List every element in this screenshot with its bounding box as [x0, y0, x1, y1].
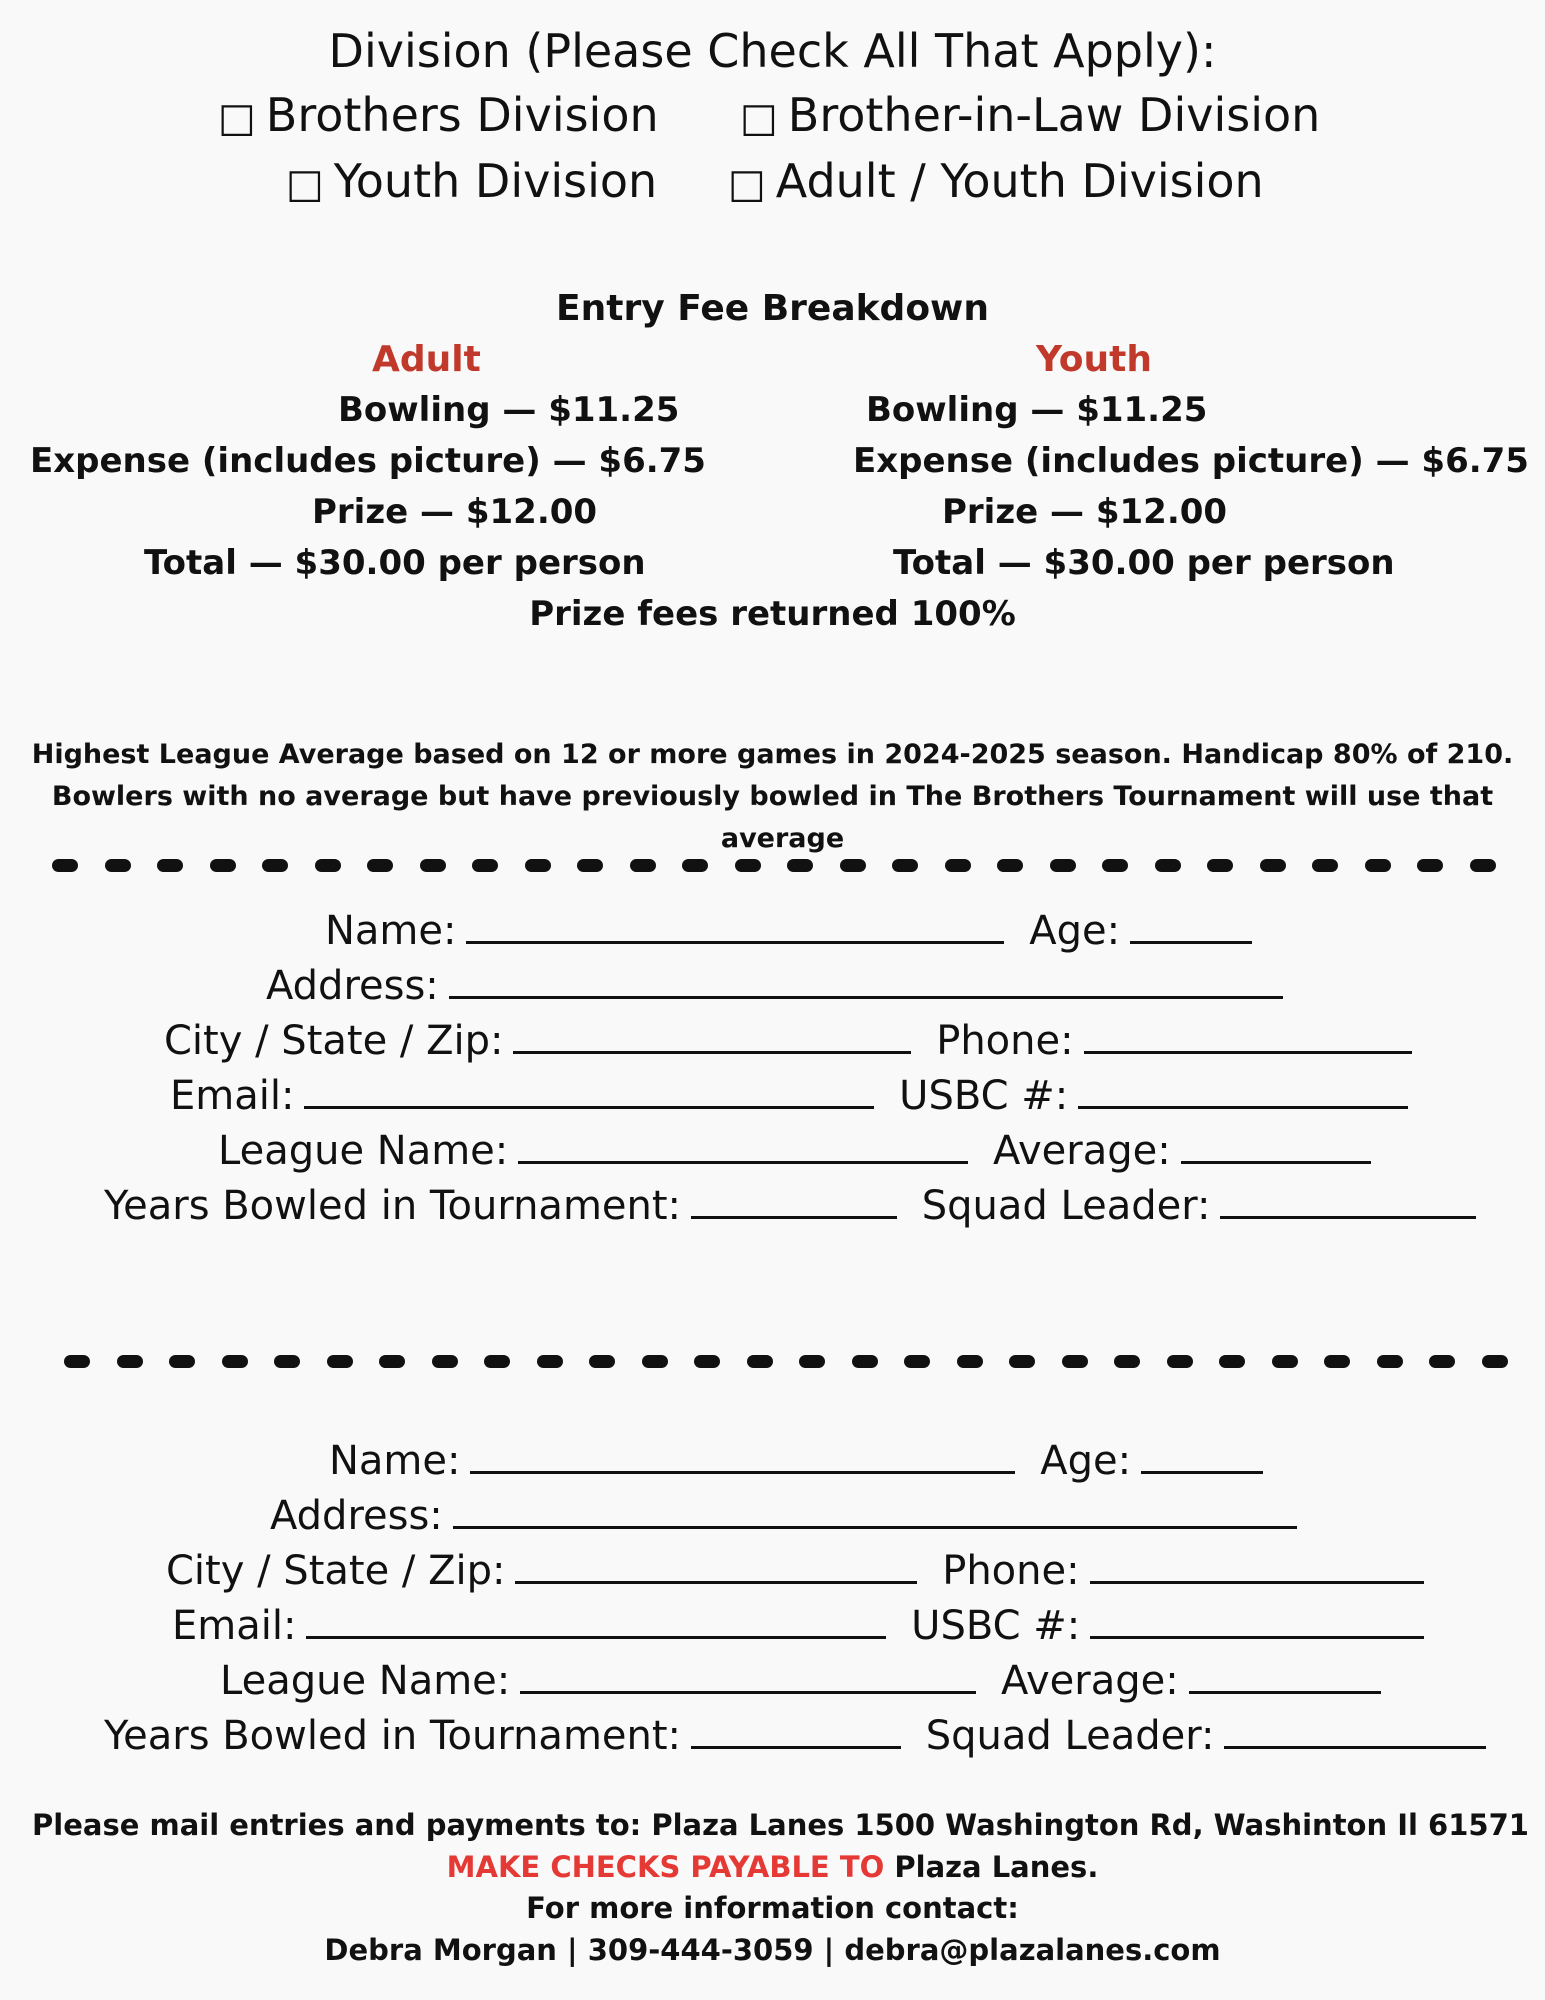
dash-segment — [525, 859, 551, 872]
adult-total: Total — $30.00 per person — [144, 543, 646, 583]
dash-segment — [852, 1355, 878, 1368]
fee-title: Entry Fee Breakdown — [556, 288, 989, 329]
usbc-label: USBC #: — [911, 1603, 1081, 1649]
prize-note: Prize fees returned 100% — [529, 594, 1016, 634]
years-row — [104, 1180, 1476, 1229]
mail-instructions: Please mail entries and payments to: Plaza Lanes 1500 Washington Rd, Washinton Il 61571 — [32, 1808, 1529, 1842]
dash-segment — [1114, 1355, 1140, 1368]
years-label: Years Bowled in Tournament: — [104, 1183, 682, 1229]
dash-segment — [537, 1355, 563, 1368]
squad-label: Squad Leader: — [925, 1713, 1215, 1759]
dash-segment — [787, 859, 813, 872]
average-input[interactable] — [1181, 1125, 1371, 1164]
city-input[interactable] — [513, 1015, 911, 1054]
dash-segment — [117, 1355, 143, 1368]
checks-payable-name: Plaza Lanes. — [894, 1850, 1099, 1884]
dash-segment — [1312, 859, 1338, 872]
dash-segment — [52, 859, 78, 872]
dash-segment — [169, 1355, 195, 1368]
checkbox-icon[interactable]: □ — [286, 161, 324, 207]
youth-bowling: Bowling — $11.25 — [866, 390, 1208, 430]
city-input[interactable] — [515, 1545, 917, 1584]
name-row — [329, 1435, 1263, 1484]
city-row — [164, 1015, 1412, 1064]
address-input[interactable] — [449, 960, 1283, 999]
dash-segment — [957, 1355, 983, 1368]
dash-segment — [210, 859, 236, 872]
checks-payable-highlight: MAKE CHECKS PAYABLE TO — [446, 1850, 885, 1884]
age-input[interactable] — [1130, 905, 1252, 944]
years-row — [104, 1710, 1486, 1759]
dash-segment — [105, 859, 131, 872]
name-label: Name: — [329, 1438, 461, 1484]
age-label: Age: — [1040, 1438, 1132, 1484]
league-input[interactable] — [520, 1655, 976, 1694]
dashed-separator — [52, 859, 1492, 873]
usbc-input[interactable] — [1078, 1070, 1408, 1109]
dash-segment — [1470, 859, 1496, 872]
address-label: Address: — [266, 963, 439, 1009]
adult-expense: Expense (includes picture) — $6.75 — [30, 441, 706, 481]
squad-label: Squad Leader: — [921, 1183, 1211, 1229]
dash-segment — [1050, 859, 1076, 872]
dash-segment — [1062, 1355, 1088, 1368]
address-row — [270, 1490, 1297, 1539]
dash-segment — [630, 859, 656, 872]
average-input[interactable] — [1189, 1655, 1381, 1694]
dash-segment — [892, 859, 918, 872]
youth-prize: Prize — $12.00 — [942, 492, 1228, 532]
years-label: Years Bowled in Tournament: — [104, 1713, 682, 1759]
adult-bowling: Bowling — $11.25 — [338, 390, 680, 430]
dash-segment — [735, 859, 761, 872]
adult-prize: Prize — $12.00 — [312, 492, 598, 532]
league-row — [218, 1125, 1371, 1174]
dash-segment — [64, 1355, 90, 1368]
email-row — [170, 1070, 1408, 1119]
option-label: Brothers Division — [265, 88, 659, 142]
league-input[interactable] — [518, 1125, 968, 1164]
dash-segment — [1272, 1355, 1298, 1368]
dashed-separator — [64, 1355, 1504, 1369]
address-row — [266, 960, 1283, 1009]
adult-heading: Adult — [372, 339, 481, 380]
dash-segment — [1260, 859, 1286, 872]
dash-segment — [642, 1355, 668, 1368]
dash-segment — [157, 859, 183, 872]
average-label: Average: — [1000, 1658, 1179, 1704]
name-label: Name: — [325, 908, 457, 954]
dash-segment — [1365, 859, 1391, 872]
option-brother-in-law[interactable] — [740, 88, 1320, 142]
email-input[interactable] — [304, 1070, 874, 1109]
youth-expense: Expense (includes picture) — $6.75 — [853, 441, 1529, 481]
dash-segment — [1219, 1355, 1245, 1368]
average-label: Average: — [992, 1128, 1171, 1174]
dash-segment — [274, 1355, 300, 1368]
checkbox-icon[interactable]: □ — [728, 161, 766, 207]
name-input[interactable] — [470, 1435, 1015, 1474]
dash-segment — [747, 1355, 773, 1368]
dash-segment — [327, 1355, 353, 1368]
age-label: Age: — [1029, 908, 1121, 954]
phone-input[interactable] — [1090, 1545, 1424, 1584]
name-input[interactable] — [466, 905, 1004, 944]
average-note-line3: average — [720, 823, 845, 854]
dash-segment — [577, 859, 603, 872]
email-row — [172, 1600, 1424, 1649]
years-input[interactable] — [691, 1710, 901, 1749]
city-label: City / State / Zip: — [164, 1018, 504, 1064]
age-input[interactable] — [1141, 1435, 1263, 1474]
checks-payable — [0, 1850, 1545, 1884]
league-label: League Name: — [220, 1658, 511, 1704]
dash-segment — [1377, 1355, 1403, 1368]
email-input[interactable] — [306, 1600, 886, 1639]
contact-line: Debra Morgan | 309-444-3059 | debra@plazalanes.com — [324, 1933, 1221, 1967]
name-row — [325, 905, 1252, 954]
option-youth[interactable] — [286, 154, 657, 208]
dash-segment — [1324, 1355, 1350, 1368]
email-label: Email: — [170, 1073, 295, 1119]
dash-segment — [799, 1355, 825, 1368]
email-label: Email: — [172, 1603, 297, 1649]
phone-input[interactable] — [1084, 1015, 1412, 1054]
dash-segment — [484, 1355, 510, 1368]
dash-segment — [997, 859, 1023, 872]
usbc-input[interactable] — [1090, 1600, 1424, 1639]
phone-label: Phone: — [936, 1018, 1074, 1064]
dash-segment — [1009, 1355, 1035, 1368]
average-note-line2: Bowlers with no average but have previously bowled in The Brothers Tournament will use that — [51, 781, 1494, 812]
city-label: City / State / Zip: — [166, 1548, 506, 1594]
dash-segment — [420, 859, 446, 872]
option-label: Adult / Youth Division — [775, 154, 1264, 208]
info-heading: For more information contact: — [526, 1891, 1019, 1925]
dash-segment — [262, 859, 288, 872]
dash-segment — [432, 1355, 458, 1368]
dash-segment — [1155, 859, 1181, 872]
division-title: Division (Please Check All That Apply): — [328, 24, 1217, 78]
dash-segment — [1417, 859, 1443, 872]
dash-segment — [682, 859, 708, 872]
dash-segment — [1429, 1355, 1455, 1368]
dash-segment — [945, 859, 971, 872]
dash-segment — [694, 1355, 720, 1368]
dash-segment — [1482, 1355, 1508, 1368]
dash-segment — [379, 1355, 405, 1368]
address-input[interactable] — [453, 1490, 1297, 1529]
squad-input[interactable] — [1224, 1710, 1486, 1749]
dash-segment — [472, 859, 498, 872]
dash-segment — [840, 859, 866, 872]
league-label: League Name: — [218, 1128, 509, 1174]
option-adult-youth[interactable] — [728, 154, 1264, 208]
dash-segment — [1167, 1355, 1193, 1368]
checkbox-icon[interactable]: □ — [740, 95, 778, 141]
dash-segment — [904, 1355, 930, 1368]
squad-input[interactable] — [1220, 1180, 1476, 1219]
dash-segment — [367, 859, 393, 872]
city-row — [166, 1545, 1424, 1594]
dash-segment — [1102, 859, 1128, 872]
youth-total: Total — $30.00 per person — [893, 543, 1395, 583]
average-note-line1: Highest League Average based on 12 or more games in 2024-2025 season. Handicap 80% of 210. — [31, 739, 1514, 770]
checkbox-icon[interactable]: □ — [218, 95, 256, 141]
dash-segment — [222, 1355, 248, 1368]
dash-segment — [589, 1355, 615, 1368]
address-label: Address: — [270, 1493, 443, 1539]
dash-segment — [315, 859, 341, 872]
option-label: Youth Division — [333, 154, 658, 208]
option-brothers[interactable] — [218, 88, 659, 142]
option-label: Brother-in-Law Division — [787, 88, 1321, 142]
usbc-label: USBC #: — [899, 1073, 1069, 1119]
years-input[interactable] — [691, 1180, 897, 1219]
phone-label: Phone: — [942, 1548, 1080, 1594]
dash-segment — [1207, 859, 1233, 872]
youth-heading: Youth — [1036, 339, 1152, 380]
league-row — [220, 1655, 1381, 1704]
